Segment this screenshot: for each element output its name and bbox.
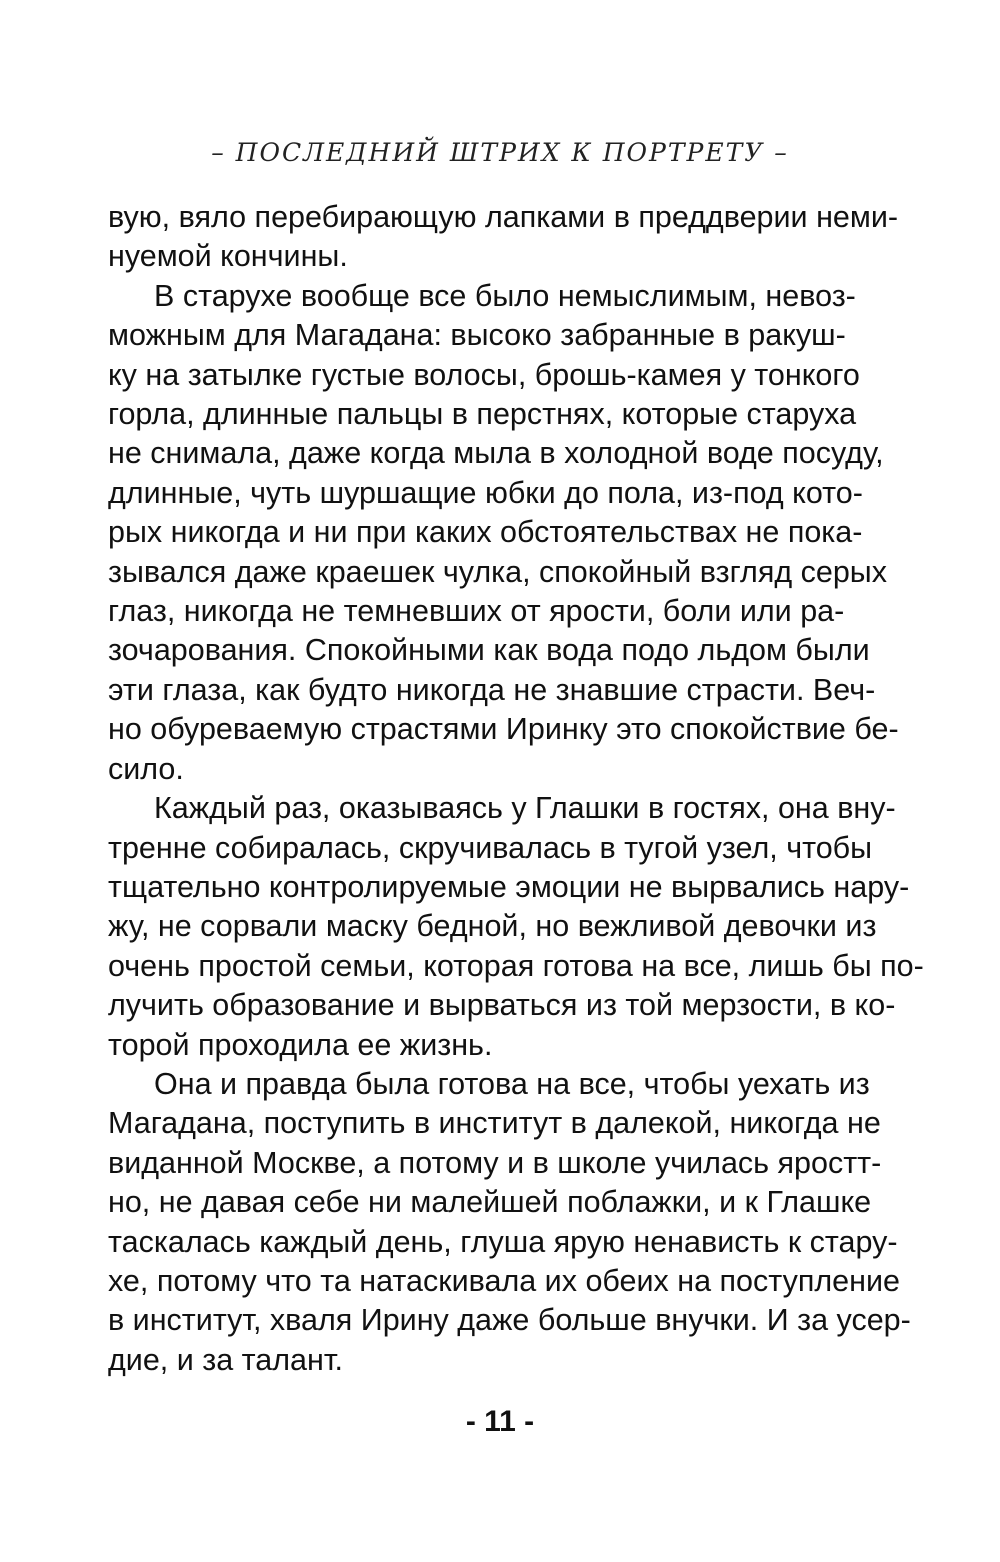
- text-line: ку на затылке густые волосы, брошь-камея у тонкого: [108, 357, 860, 392]
- text-line: жу, не сорвали маску бедной, но вежливой девочки из: [108, 909, 877, 944]
- text-line: В старухе вообще все было немыслимым, невоз-: [154, 278, 856, 313]
- page-number: - 11 -: [465, 1405, 535, 1438]
- text-line: очень простой семьи, которая готова на все, лишь бы по-: [108, 948, 924, 983]
- text-line: но обуреваемую страстями Иринку это спокойствие бе-: [108, 712, 899, 747]
- text-line: длинные, чуть шуршащие юбки до пола, из-под кото-: [108, 475, 863, 510]
- text-line: торой проходила ее жизнь.: [108, 1027, 493, 1062]
- text-line: лучить образование и вырваться из той мерзости, в ко-: [108, 988, 896, 1023]
- running-head: – ПОСЛЕДНИЙ ШТРИХ К ПОРТРЕТУ –: [211, 138, 789, 167]
- text-line: горла, длинные пальцы в перстнях, которые старуха: [108, 397, 857, 432]
- text-line: хе, потому что та натаскивала их обеих на поступление: [108, 1263, 900, 1298]
- text-line: дие, и за талант.: [108, 1342, 343, 1377]
- text-line: зывался даже краешек чулка, спокойный взгляд серых: [108, 554, 887, 589]
- text-line: Каждый раз, оказываясь у Глашки в гостях, она вну-: [154, 791, 896, 826]
- text-line: Магадана, поступить в институт в далекой, никогда не: [108, 1106, 881, 1141]
- text-line: виданной Москве, а потому и в школе училась яростт-: [108, 1145, 882, 1180]
- text-line: в институт, хваля Ирину даже больше внучки. И за усер-: [108, 1303, 911, 1338]
- text-line: зочарования. Спокойными как вода подо льдом были: [108, 633, 870, 668]
- text-line: таскалась каждый день, глуша ярую ненависть к стару-: [108, 1224, 898, 1259]
- text-line: не снимала, даже когда мыла в холодной воде посуду,: [108, 436, 884, 471]
- text-line: тренне собиралась, скручивалась в тугой узел, чтобы: [108, 830, 873, 865]
- text-line: но, не давая себе ни малейшей поблажки, и к Глашке: [108, 1185, 872, 1220]
- text-line: эти глаза, как будто никогда не знавшие страсти. Веч-: [108, 672, 876, 707]
- text-line: вую, вяло перебирающую лапками в преддверии неми-: [108, 200, 899, 234]
- text-line: рых никогда и ни при каких обстоятельствах не пока-: [108, 515, 863, 550]
- body-text: [108, 198, 924, 1380]
- text-line: нуемой кончины.: [108, 239, 348, 274]
- text-line: Она и правда была готова на все, чтобы уехать из: [154, 1066, 870, 1101]
- text-line: тщательно контролируемые эмоции не вырвались нару-: [108, 869, 910, 904]
- text-line: можным для Магадана: высоко забранные в ракуш-: [108, 318, 846, 353]
- text-line: глаз, никогда не темневших от ярости, боли или ра-: [108, 594, 845, 629]
- text-line: сило.: [108, 751, 184, 786]
